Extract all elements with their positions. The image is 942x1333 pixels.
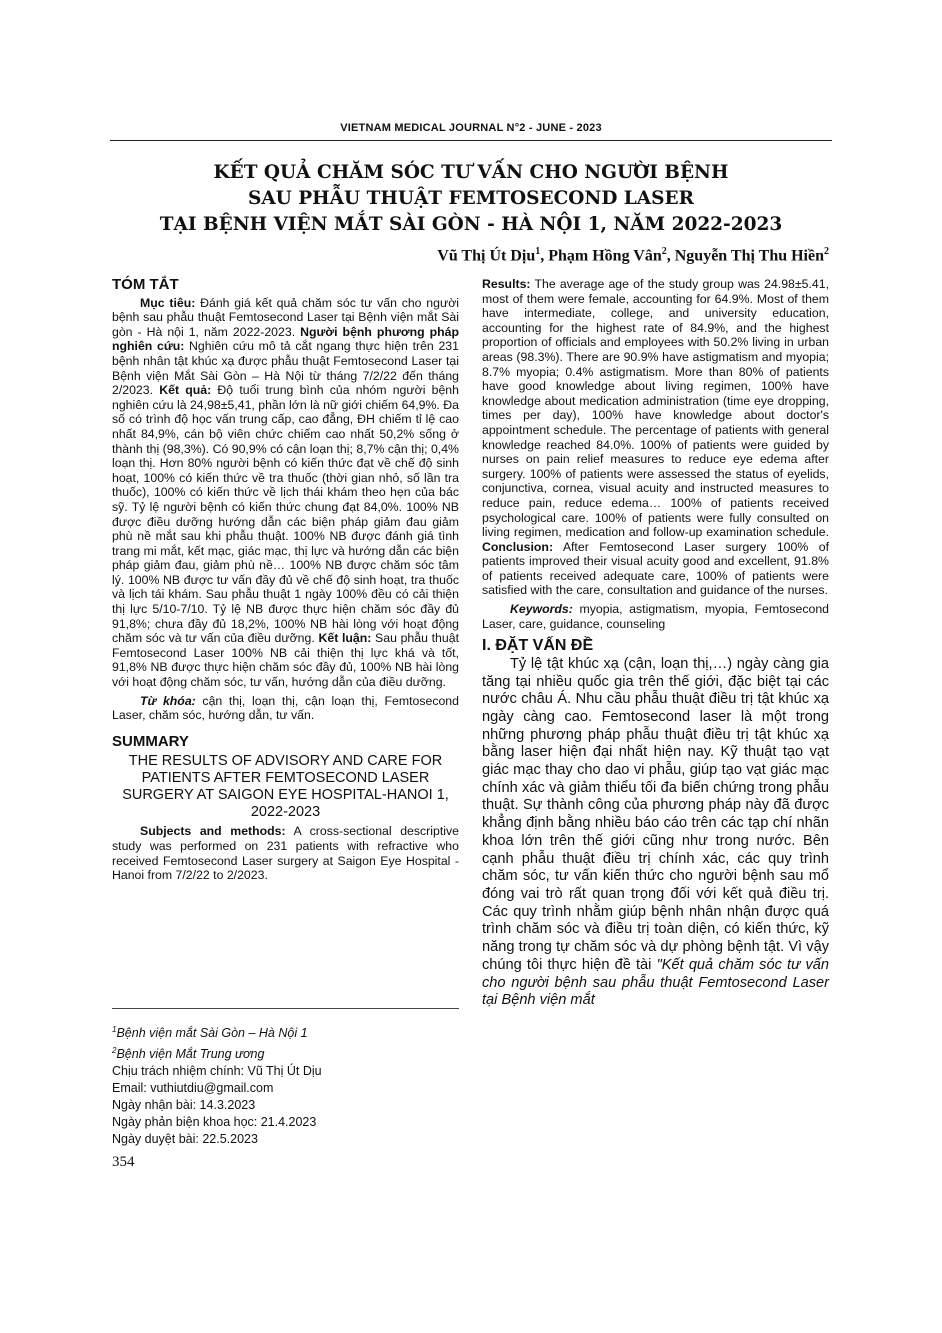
conclusion-vi-label: Kết luận: <box>318 631 372 646</box>
keywords-vi <box>112 694 459 723</box>
author-3: Nguyễn Thị Thu Hiền <box>674 247 824 265</box>
date-accepted: Ngày duyệt bài: 22.5.2023 <box>112 1132 258 1147</box>
header-rule <box>110 140 832 141</box>
intro-text: Tỷ lệ tật khúc xạ (cận, loạn thị,…) ngày càng gia tăng tại nhiều quốc gia trên thế giới, đặc biệt tại các nước châu Á. Nhu cầu phẫu thuật điều trị tật khúc xạ ngày càng cao. Femtosecond laser là một trong những phương pháp phẫu thuật điều trị tật khúc xạ bằng laser hiện đại nhất hiện nay. Kỹ thuật tạo vạt giác mạc thay cho dao vi phẫu, giúp tạo vạt giác mạc chính xác và giảm thiểu tối đa biến chứng trong phẫu thuật. Sự thành công của phương pháp này đã được khẳng định bằng nhiều báo cáo trên các tạp chí nhãn khoa lớn trên thế giới cũng như trong nước. Bên cạnh phẫu thuật điều trị chính xác, các quy trình chăm sóc, tư vấn kiến thức cho người bệnh sau mổ đóng vai trò rất quan trọng đối với kết quả điều trị. Các quy trình nhằm giúp bệnh nhân nhận được quá trình chăm sóc và điều trị toàn diện, có kiến thức, kỹ năng trong tự chăm sóc và dự phòng bệnh tật. Vì vậy chúng tôi thực hiện đề tài <box>482 655 829 973</box>
results-vi-text: Độ tuổi trung bình của nhóm người bệnh nghiên cứu là 24,98±5,41, phần lớn là nữ giới chiếm 64,9%. Đa số có trình độ học vấn trung cấp, cao đẳng, ĐH chiếm tỉ lệ cao nhất 84,9%, cán bộ viên chức chiếm cao nhất 50,2% sống ở thành thị (98,3%). Có 90,9% có cận loạn thị; 8,7% cận thị; 0,4% loạn thị. Hơn 80% người bệnh có kiến thức đạt về chế độ sinh hoạt, 100% có kiến thức về tra thuốc (thời gian nhỏ, số lần tra thuốc), 100% có kiến thức về lịch thái khám theo hẹn của bác sỹ. Tỷ lệ người bệnh có kiến thức chung đạt 84,0%. 100% NB được điều dưỡng hướng dẫn các biện pháp giảm đau giảm phù nề mắt sau khi phẫu thuật. 100% NB được đánh giá tình trang mi mắt, kết mạc, giác mạc, thị lực và hướng dẫn các biện pháp giảm đau, giảm phù nề… 100% NB được chăm sóc tâm lý. 100% NB được tư vấn đầy đủ về chế độ sinh hoạt, tra thuốc và lịch tái khám. Sau phẫu thuật 1 ngày 100% đều có cải thiện thị lực 5/10-7/10. Tỷ lệ NB được thực hiện chăm sóc đầy đủ 91,8%; chưa đầy đủ 18,2%, 100% NB hài lòng với hoạt động chăm sóc và tư vấn của điều dưỡng. <box>112 383 459 646</box>
results-vi-label: Kết quả: <box>159 383 212 398</box>
journal-header: VIETNAM MEDICAL JOURNAL N°2 - JUNE - 2023 <box>340 122 602 134</box>
abstract-vi-body <box>112 296 459 690</box>
methods-en-text: A cross-sectional descriptive study was performed on 231 patients with refractive who received Femtosecond Laser surgery at Saigon Eye Hospital - Hanoi from 7/2/22 to 2/2023. <box>112 824 459 883</box>
intro-quote: "Kết quả chăm sóc tư vấn cho người bệnh sau phẫu thuật Femtosecond Laser tại Bệnh viện mắt <box>482 956 830 1009</box>
author-3-affil: 2 <box>824 246 829 257</box>
footnotes <box>112 1008 459 1148</box>
results-en-text: The average age of the study group was 24.98±5.41, most of them were female, accounting for 64.9%. Most of them have intermediate, college, and university education, accounting for the highest rate of 84.9%, and the highest proportion of officials and employees with 50.2% living in urban areas (98.3%). There are 90.9% have astigmatism and myopia; 8.7% myopia; 0.4% astigmatism. More than 80% of patients have good knowledge about living regimen, 100% have knowledge about medication administration (time eye dropping, times per day), 100% have knowledge about doctor's appointment schedule. The percentage of patients with general knowledge reached 84.0%. 100% of patients were guided by nurses on pain relief measures to reduce eye edema after surgery. 100% of patients were assessed the status of eyelids, conjunctiva, cornea, visual acuity and instructed measures to reduce pain, reduce edema… 100% of patients received psychological care. 100% of patients were fully consulted on living regimen, medication and follow-up examination schedule. <box>482 277 829 540</box>
footnote-2-mark: 2 <box>112 1046 117 1056</box>
author-2-affil: 2 <box>661 246 667 257</box>
footnote-1-text: Bệnh viện mắt Sài Gòn – Hà Nội 1 <box>116 1026 308 1041</box>
title-line-3: TẠI BỆNH VIỆN MẮT SÀI GÒN - HÀ NỘI 1, NĂM 2022-2023 <box>159 214 783 235</box>
right-column <box>482 277 829 1010</box>
keywords-vi-text: cận thị, loạn thị, cận loạn thị, Femtosecond Laser, chăm sóc, hướng dẫn, tư vấn. <box>112 693 459 723</box>
methods-en-label: Subjects and methods: <box>140 824 286 839</box>
page-number: 354 <box>112 1154 135 1170</box>
conclusion-en-label: Conclusion: <box>482 539 554 554</box>
article-title <box>110 160 832 238</box>
title-line-2: SAU PHẪU THUẬT FEMTOSECOND LASER <box>247 188 695 209</box>
results-en-label: Results: <box>482 277 531 291</box>
title-line-1: KẾT QUẢ CHĂM SÓC TƯ VẤN CHO NGƯỜI BỆNH <box>213 162 729 183</box>
keywords-en <box>482 602 829 631</box>
author-1-affil: 1 <box>535 246 541 257</box>
intro-body <box>482 656 829 1010</box>
footnote-affil-2 <box>112 1042 459 1063</box>
authors: Vũ Thị Út Dịu$^1$, Phạm Hồng Vân$^2$, Nguyễn Thị Thu Hiền$^2$ <box>437 246 829 265</box>
keywords-vi-label: Từ khóa: <box>140 693 196 708</box>
author-1: Vũ Thị Út Dịu <box>437 247 536 265</box>
summary-title: THE RESULTS OF ADVISORY AND CARE FOR PATIENTS AFTER FEMTOSECOND LASER SURGERY AT SAIGON EYE HOSPITAL-HANOI 1, 2022-2023 <box>122 753 449 821</box>
footnote-1-mark: 1 <box>112 1025 117 1034</box>
objective-text: Đánh giá kết quả chăm sóc tư vấn cho người bệnh sau phẫu thuật Femtosecond Laser tại Bệnh viện mắt Sài gòn - Hà nội 1, năm 2022-2023. <box>112 295 459 339</box>
summary-methods <box>112 824 459 882</box>
date-reviewed: Ngày phản biện khoa học: 21.4.2023 <box>112 1115 317 1130</box>
footnote-2-text: Bệnh viện Mắt Trung ương <box>116 1047 265 1062</box>
summary-heading: SUMMARY <box>112 732 189 750</box>
objective-label: Mục tiêu: <box>140 295 196 310</box>
author-2: Phạm Hồng Vân <box>548 247 662 265</box>
keywords-en-label: Keywords: <box>510 602 573 617</box>
conclusion-en-text: After Femtosecond Laser surgery 100% of patients improved their visual acuity good and excellent, 91.8% of patients received adequate care, 100% of patients were satisfied with the care, consultation and guidance of the nurses. <box>482 539 829 598</box>
intro-heading: I. ĐẶT VẤN ĐỀ <box>482 637 594 655</box>
corresponding-author: Chịu trách nhiệm chính: Vũ Thị Út Dịu <box>112 1064 322 1079</box>
footnote-affil-1 <box>112 1021 459 1042</box>
keywords-en-text: myopia, astigmatism, myopia, Femtosecond Laser, care, guidance, counseling <box>482 602 829 631</box>
summary-results <box>482 277 829 598</box>
left-column <box>112 278 459 883</box>
email: Email: vuthiutdiu@gmail.com <box>112 1081 274 1096</box>
methods-vi-text: Nghiên cứu mô tả cắt ngang thực hiện trên 231 bệnh nhân tật khúc xạ được phẫu thuật Femtosecond Laser tại Bệnh viện Mắt Sài Gòn – Hà Nội từ tháng 7/2/22 đến tháng 2/2023. <box>112 339 459 398</box>
conclusion-vi-text: Sau phẫu thuật Femtosecond Laser 100% NB cải thiện thị lực khá và tốt, 91,8% NB được thực hiện chăm sóc đầy đủ, 100% NB hài lòng với hoạt động chăm sóc, tư vấn, hướng dẫn của điều dưỡng. <box>112 631 459 690</box>
methods-vi-label: Người bệnh phương pháp nghiên cứu: <box>112 324 459 354</box>
abstract-vi-heading: TÓM TẮT <box>112 276 179 293</box>
date-received: Ngày nhận bài: 14.3.2023 <box>112 1098 256 1113</box>
